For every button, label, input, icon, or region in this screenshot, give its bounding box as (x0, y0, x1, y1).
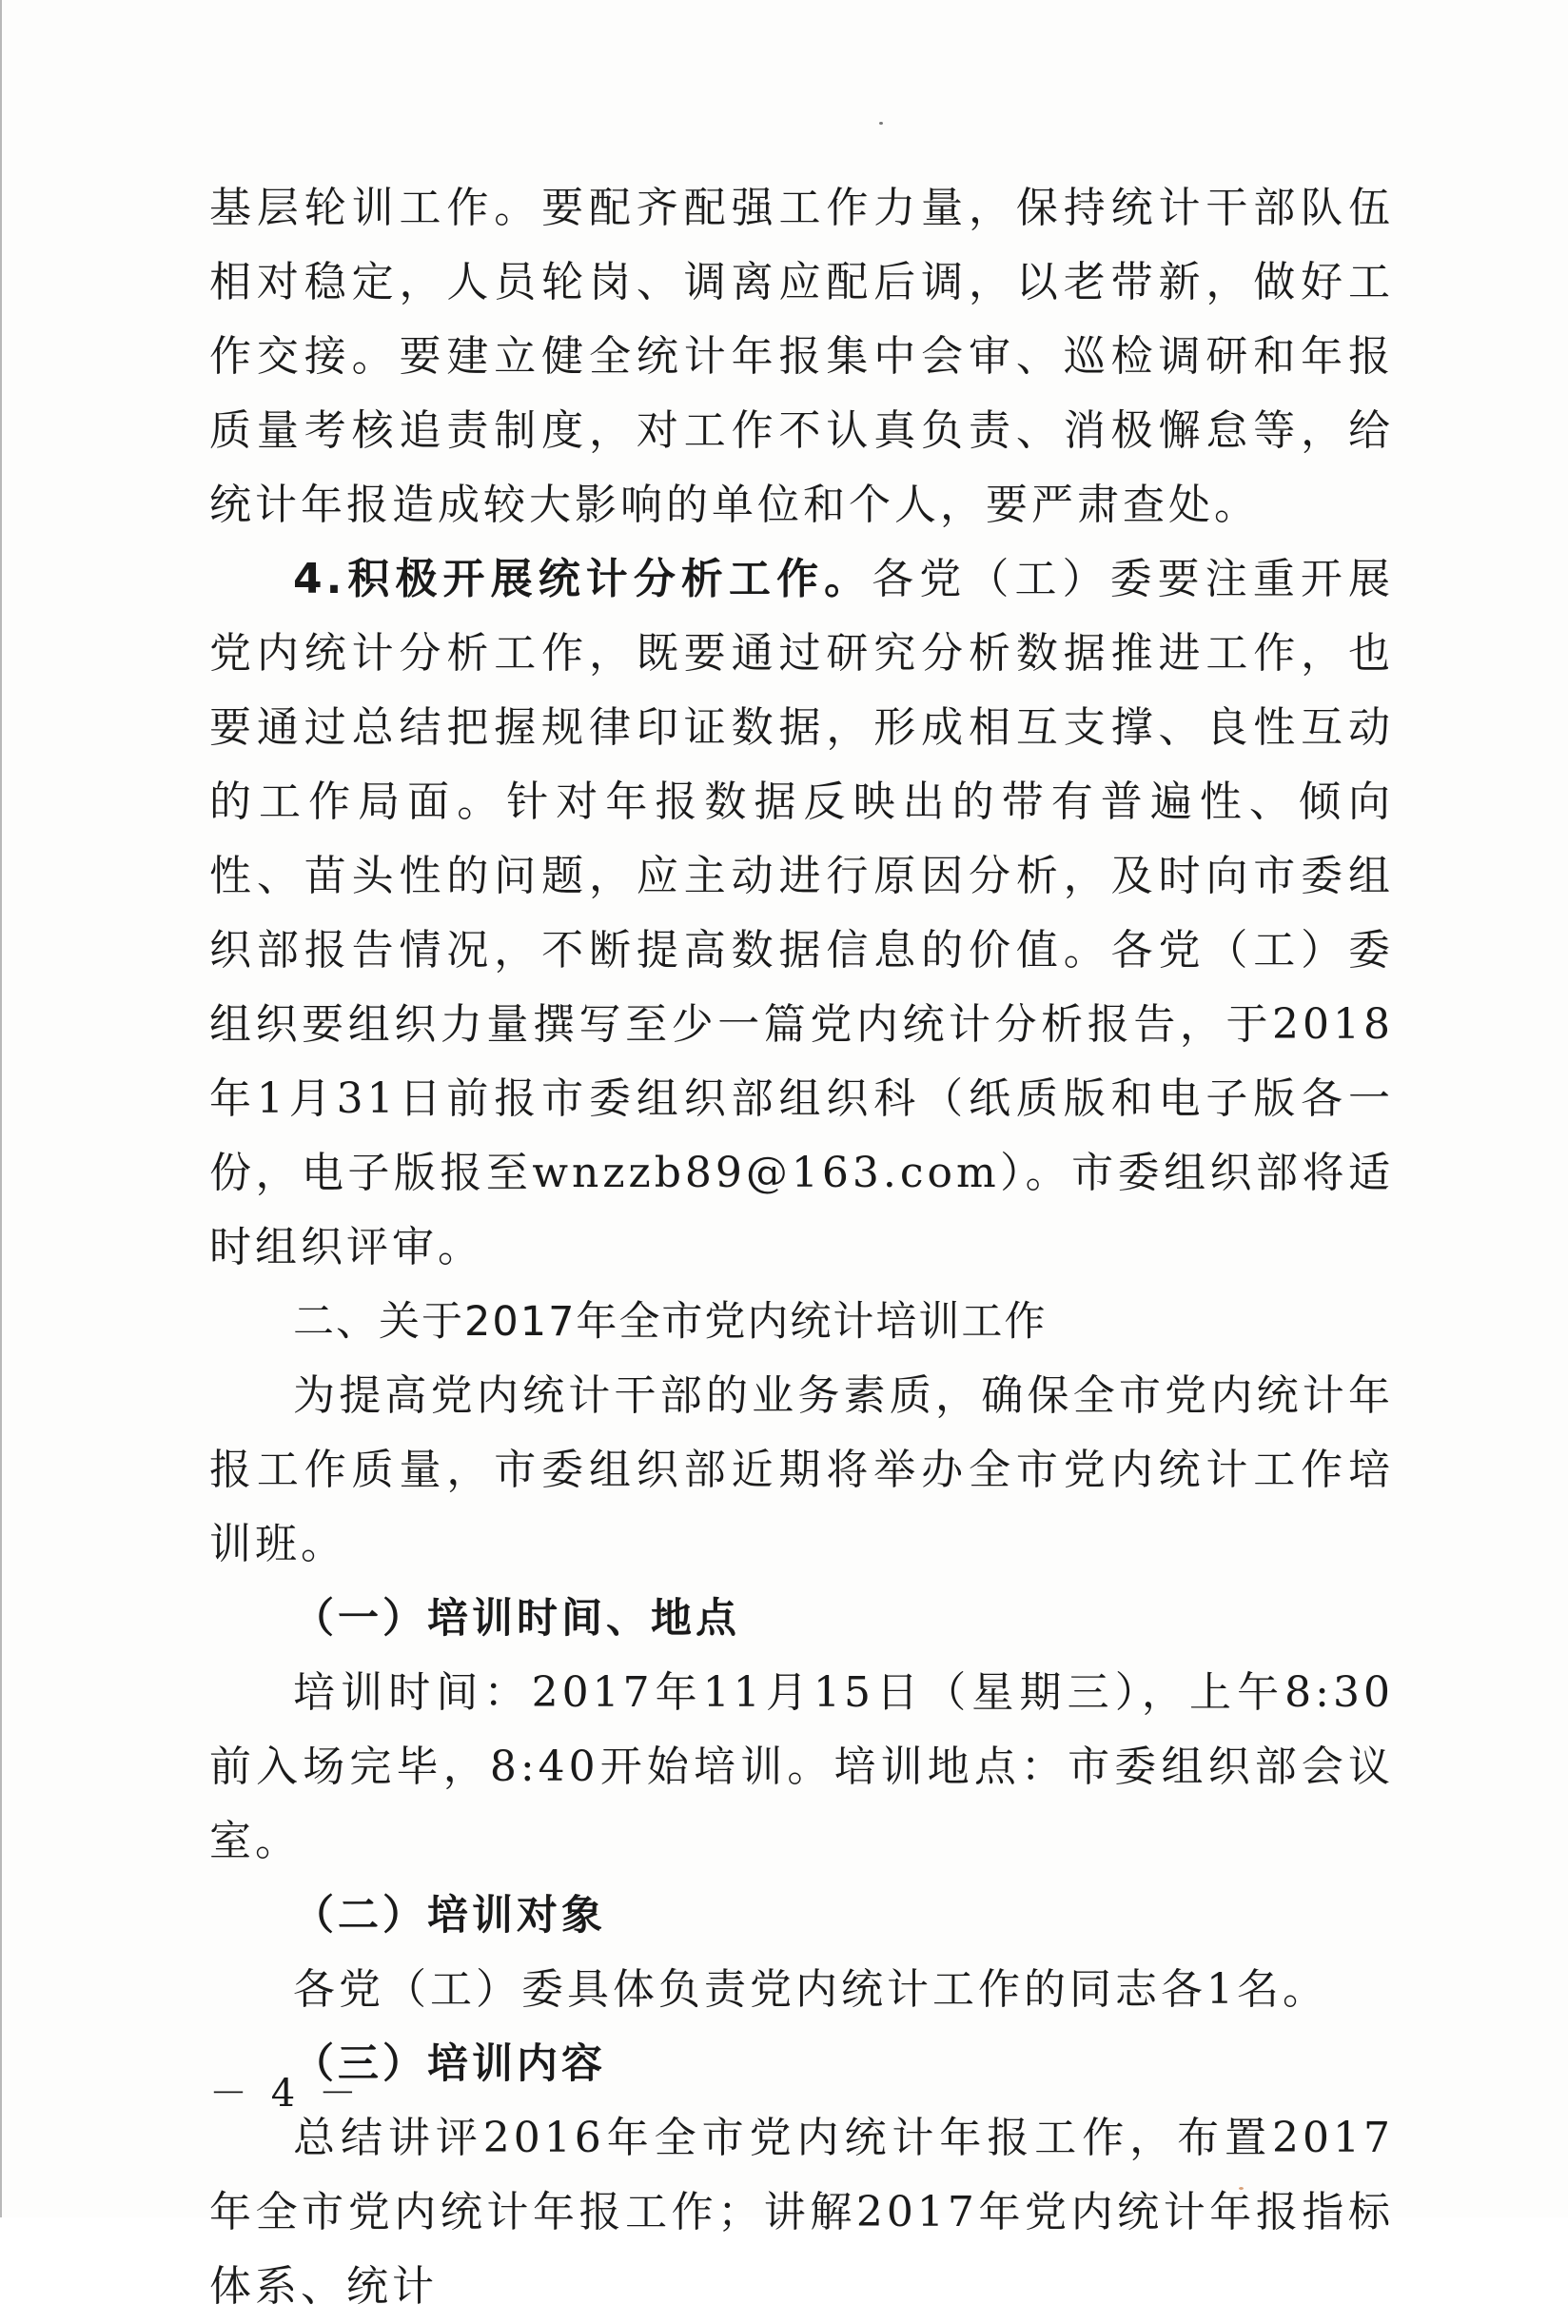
paragraph: 基层轮训工作。要配齐配强工作力量，保持统计干部队伍相对稳定，人员轮岗、调离应配后调，以老带新，做好工作交接。要建立健全统计年报集中会审、巡检调研和年报质量考核追责制度，对工作不认真负责、消极懈怠等，给统计年报造成较大影响的单位和个人，要严肃查处。 (209, 184, 1394, 529)
subsection-heading: （一）培训时间、地点 (293, 1595, 740, 1643)
paragraph: 为提高党内统计干部的业务素质，确保全市党内统计年报工作质量，市委组织部近期将举办全市党内统计工作培训班。 (209, 1371, 1394, 1568)
paragraph: 总结讲评2016年全市党内统计年报工作，布置2017年全市党内统计年报工作；讲解2017年党内统计年报指标体系、统计 (209, 2114, 1394, 2311)
page-number: － 4 － (209, 2072, 363, 2116)
document-body (209, 171, 1394, 2324)
paragraph (209, 542, 1394, 1285)
section-heading: 二、关于2017年全市党内统计培训工作 (293, 1298, 1048, 1346)
paragraph: 培训时间：2017年11月15日（星期三），上午8:30前入场完毕，8:40开始培训。培训地点：市委组织部会议室。 (209, 1668, 1394, 1865)
subsection-heading: （三）培训内容 (293, 2040, 606, 2088)
paragraph: 各党（工）委具体负责党内统计工作的同志各1名。 (293, 1965, 1328, 2014)
subsection-heading: （二）培训对象 (293, 1892, 606, 1940)
scan-speck (879, 122, 883, 125)
paragraph-lead: 4.积极开展统计分析工作。 (293, 555, 872, 603)
paragraph-text: 各党（工）委要注重开展党内统计分析工作，既要通过研究分析数据推进工作，也要通过总结把握规律印证数据，形成相互支撑、良性互动的工作局面。针对年报数据反映出的带有普遍性、倾向性、苗头性的问题，应主动进行原因分析，及时向市委组织部报告情况，不断提高数据信息的价值。各党（工）委组织要组织力量撰写至少一篇党内统计分析报告，于2018年1月31日前报市委组织部组织科（纸质版和电子版各一份，电子版报至wnzzb89@163.com）。市委组织部将适时组织评审。 (209, 555, 1394, 1271)
